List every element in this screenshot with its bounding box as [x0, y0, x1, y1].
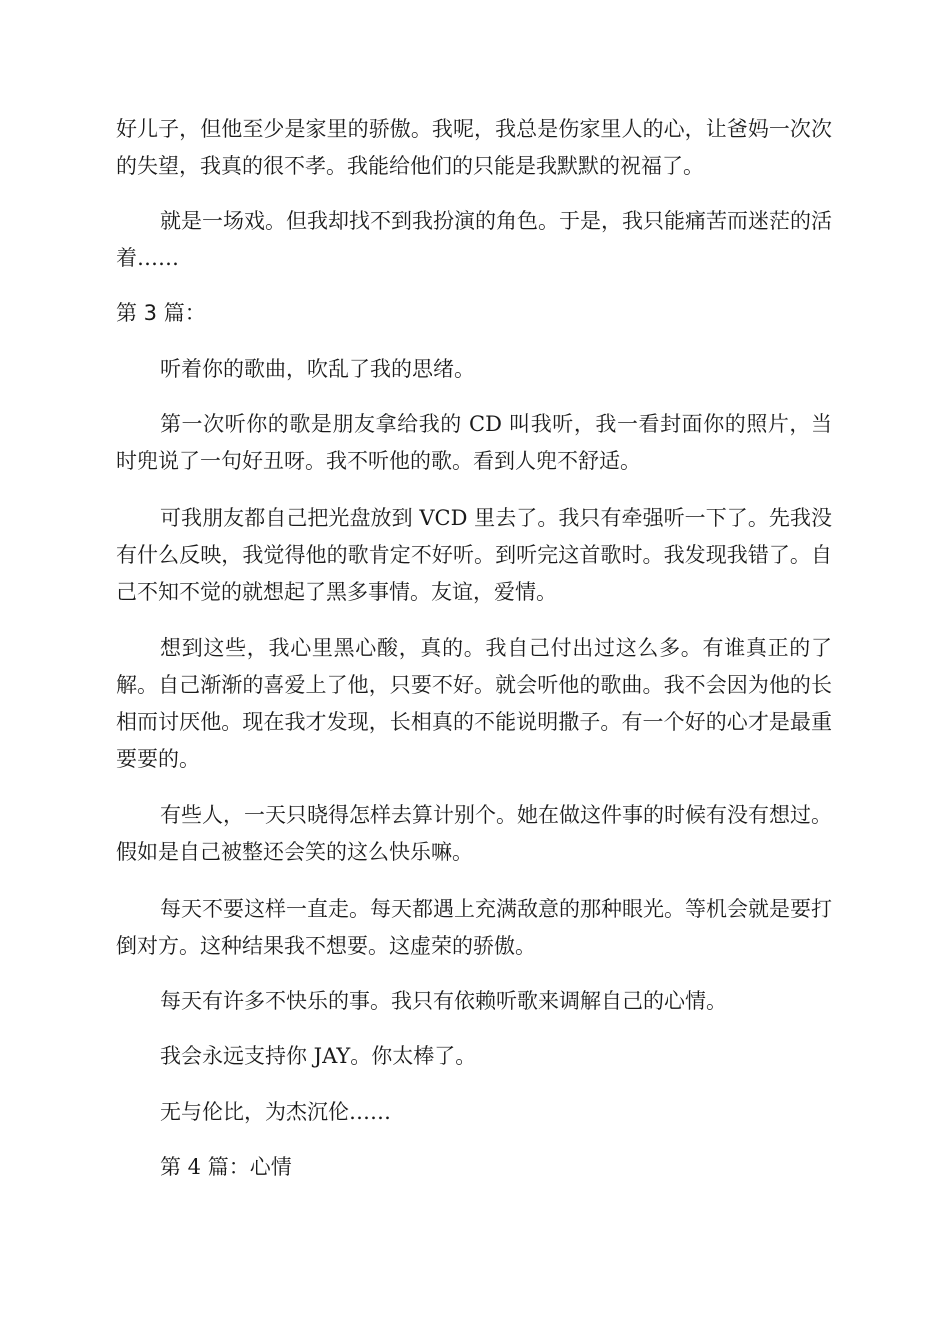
section-heading-4: 第 4 篇：心情: [160, 1155, 292, 1179]
paragraph-4: 第一次听你的歌是朋友拿给我的 CD 叫我听，我一看封面你的照片，当时兜说了一句好丑呀。我不听他的歌。看到人兜不舒适。: [116, 412, 832, 473]
paragraph-1: 好儿子，但他至少是家里的骄傲。我呢，我总是伤家里人的心，让爸妈一次次的失望，我真的很不孝。我能给他们的只能是我默默的祝福了。: [116, 117, 832, 178]
paragraph-11: 无与伦比，为杰沉伦……: [160, 1100, 391, 1124]
paragraph-10: 我会永远支持你 JAY。你太棒了。: [160, 1044, 477, 1068]
paragraph-2: 就是一场戏。但我却找不到我扮演的角色。于是，我只能痛苦而迷茫的活着……: [116, 209, 832, 270]
paragraph-7: 有些人，一天只晓得怎样去算计别个。她在做这件事的时候有没有想过。假如是自己被整还会笑的这么快乐嘛。: [116, 803, 832, 864]
section-heading-3: 第 3 篇：: [116, 301, 206, 325]
paragraph-9: 每天有许多不快乐的事。我只有依赖听歌来调解自己的心情。: [160, 989, 727, 1013]
paragraph-6: 想到这些，我心里黑心酸，真的。我自己付出过这么多。有谁真正的了解。自己渐渐的喜爱上了他，只要不好。就会听他的歌曲。我不会因为他的长相而讨厌他。现在我才发现，长相真的不能说明撒子。有一个好的心才是最重要要的。: [116, 636, 832, 771]
paragraph-3: 听着你的歌曲，吹乱了我的思绪。: [160, 357, 475, 381]
paragraph-5: 可我朋友都自己把光盘放到 VCD 里去了。我只有牵强听一下了。先我没有什么反映，我觉得他的歌肯定不好听。到听完这首歌时。我发现我错了。自己不知不觉的就想起了黑多事情。友谊，爱情。: [116, 506, 832, 604]
paragraph-8: 每天不要这样一直走。每天都遇上充满敌意的那种眼光。等机会就是要打倒对方。这种结果我不想要。这虚荣的骄傲。: [116, 897, 832, 958]
